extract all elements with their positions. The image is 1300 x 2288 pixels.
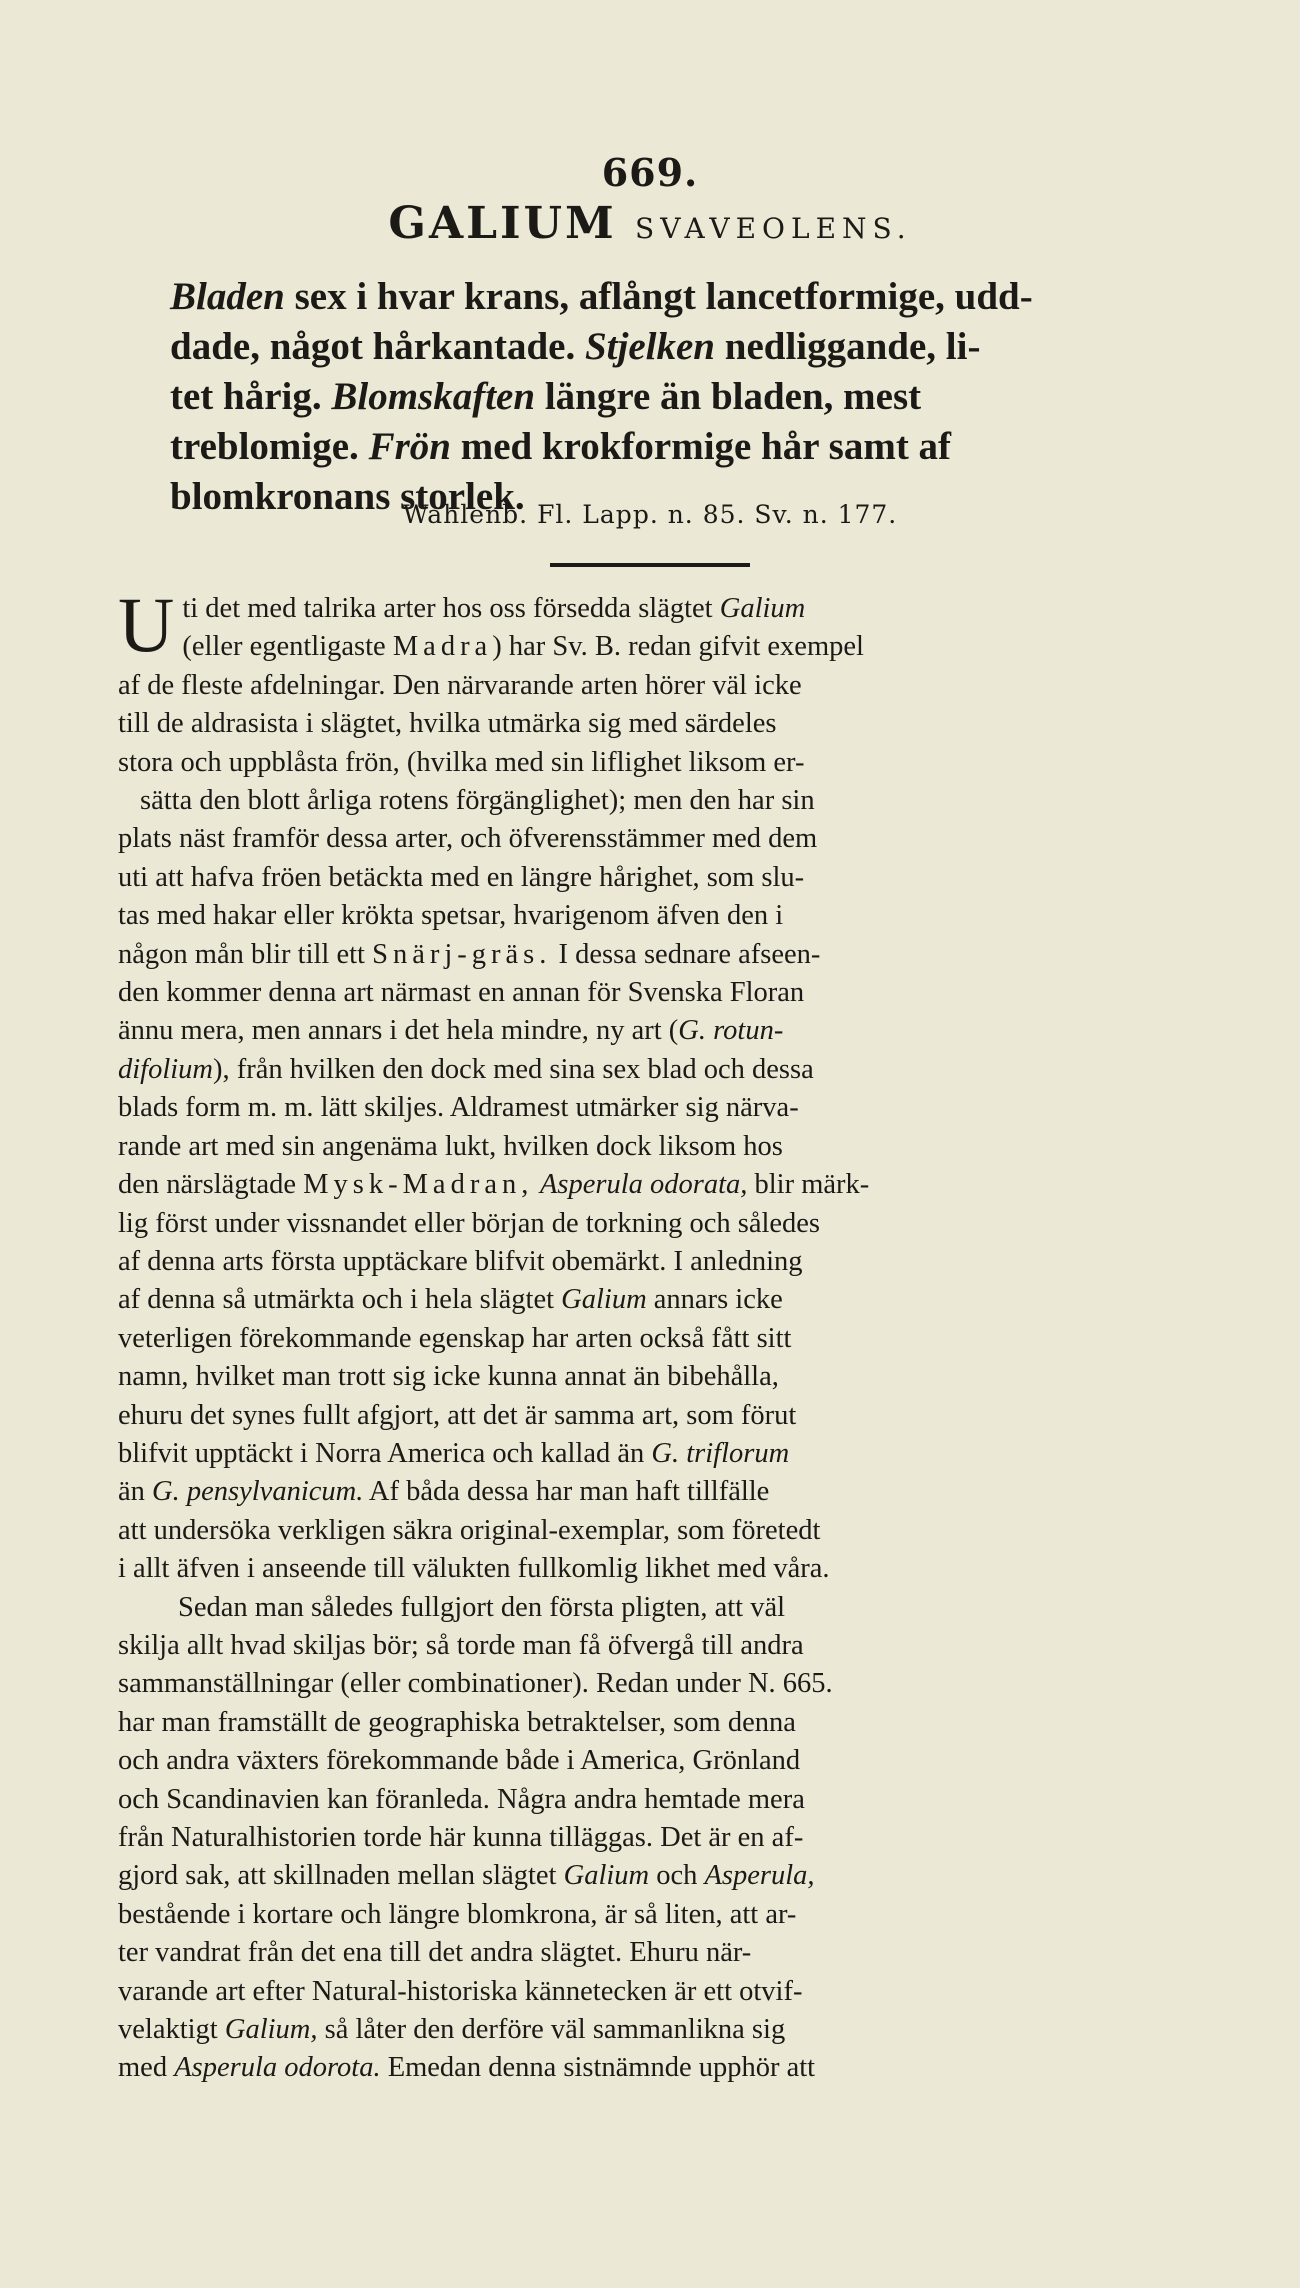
text-line: någon mån blir till ett Snärj-gräs. I dessa sednare afseen- bbox=[118, 938, 821, 970]
text-line: från Naturalhistorien torde här kunna tilläggas. Det är en af- bbox=[118, 1822, 804, 1853]
text-line: gjord sak, att skillnaden mellan slägtet Galium och Asperula, bbox=[118, 1860, 815, 1892]
text-line: rande art med sin angenäma lukt, hvilken dock liksom hos bbox=[118, 1130, 783, 1162]
text-line: blads form m. m. lätt skiljes. Aldramest utmärker sig närva- bbox=[118, 1092, 799, 1124]
page-number: 669. bbox=[601, 150, 699, 195]
species-diagnosis bbox=[170, 272, 1110, 522]
text-line: den kommer denna art närmast en annan för Svenska Floran bbox=[118, 977, 805, 1009]
text-line: ännu mera, men annars i det hela mindre, ny art (G. rotun- bbox=[118, 1015, 784, 1047]
text-line: plats näst framför dessa arter, och öfverensstämmer med dem bbox=[118, 823, 818, 855]
diagnosis-line: treblomige. Frön med krokformige hår samt af bbox=[170, 425, 952, 468]
text-line: till de aldrasista i slägtet, hvilka utmärka sig med särdeles bbox=[118, 708, 777, 740]
text-line: än G. pensylvanicum. Af båda dessa har man haft tillfälle bbox=[118, 1476, 770, 1508]
text-line: ti det med talrika arter hos oss försedda slägtet Galium bbox=[182, 593, 806, 624]
text-line: och Scandinavien kan föranleda. Några andra hemtade mera bbox=[118, 1783, 805, 1815]
text-line: af de fleste afdelningar. Den närvarande arten hörer väl icke bbox=[118, 669, 802, 701]
diagnosis-line: Bladen sex i hvar krans, aflångt lancetformige, udd- bbox=[170, 275, 1033, 318]
text-line: veterligen förekommande egenskap har arten också fått sitt bbox=[118, 1322, 792, 1354]
page-title bbox=[0, 198, 1300, 249]
text-line: af denna så utmärkta och i hela slägtet Galium annars icke bbox=[118, 1284, 783, 1316]
section-divider bbox=[550, 563, 750, 567]
text-line: bestående i kortare och längre blomkrona, är så liten, att ar- bbox=[118, 1898, 797, 1930]
title-epithet: SVAVEOLENS. bbox=[635, 212, 912, 245]
text-line: blifvit upptäckt i Norra America och kallad än G. triflorum bbox=[118, 1437, 790, 1469]
diagnosis-line: blomkronans storlek. bbox=[170, 475, 525, 518]
diagnosis-line: tet hårig. Blomskaften längre än bladen, mest bbox=[170, 375, 922, 418]
title-genus: GALIUM bbox=[388, 198, 617, 249]
text-line: stora och uppblåsta frön, (hvilka med sin liflighet liksom er- bbox=[118, 746, 805, 778]
text-line: difolium), från hvilken den dock med sina sex blad och dessa bbox=[118, 1053, 814, 1085]
text-line: namn, hvilket man trott sig icke kunna annat än bibehålla, bbox=[118, 1361, 779, 1393]
text-line: lig först under vissnandet eller början de torkning och således bbox=[118, 1207, 821, 1239]
text-line: sätta den blott årliga rotens förgänglighet); men den har sin bbox=[140, 785, 815, 817]
text-line: den närslägtade Mysk-Madran, Asperula odorata, blir märk- bbox=[118, 1169, 870, 1201]
text-line: har man framställt de geographiska betraktelser, som denna bbox=[118, 1706, 796, 1738]
literature-reference: Wahlenb. Fl. Lapp. n. 85. Sv. n. 177. bbox=[402, 500, 898, 529]
text-line: Sedan man således fullgjort den första pligten, att väl bbox=[178, 1591, 786, 1623]
text-line: velaktigt Galium, så låter den derföre väl sammanlikna sig bbox=[118, 2014, 786, 2046]
text-line: (eller egentligaste Madra) har Sv. B. redan gifvit exempel bbox=[182, 631, 864, 663]
drop-cap: U bbox=[118, 581, 175, 668]
text-line: uti att hafva fröen betäckta med en längre hårighet, som slu- bbox=[118, 861, 805, 893]
text-line: att undersöka verkligen säkra original-exemplar, som företedt bbox=[118, 1514, 821, 1546]
body-text bbox=[118, 581, 1128, 2088]
text-line: varande art efter Natural-historiska kännetecken är ett otvif- bbox=[118, 1975, 803, 2007]
text-line: i allt äfven i anseende till välukten fullkomlig likhet med våra. bbox=[118, 1553, 830, 1585]
text-line: tas med hakar eller krökta spetsar, hvarigenom äfven den i bbox=[118, 900, 784, 932]
text-line: ter vandrat från det ena till det andra slägtet. Ehuru när- bbox=[118, 1937, 752, 1969]
diagnosis-line: dade, något hårkantade. Stjelken nedliggande, li- bbox=[170, 325, 981, 368]
text-line: af denna arts första upptäckare blifvit obemärkt. I anledning bbox=[118, 1245, 803, 1277]
text-line: sammanställningar (eller combinationer). Redan under N. 665. bbox=[118, 1668, 833, 1700]
text-line: skilja allt hvad skiljas bör; så torde man få öfvergå till andra bbox=[118, 1629, 804, 1661]
text-line: med Asperula odorota. Emedan denna sistnämnde upphör att bbox=[118, 2052, 816, 2084]
text-line: ehuru det synes fullt afgjort, att det är samma art, som förut bbox=[118, 1399, 797, 1431]
text-line: och andra växters förekommande både i America, Grönland bbox=[118, 1745, 801, 1777]
